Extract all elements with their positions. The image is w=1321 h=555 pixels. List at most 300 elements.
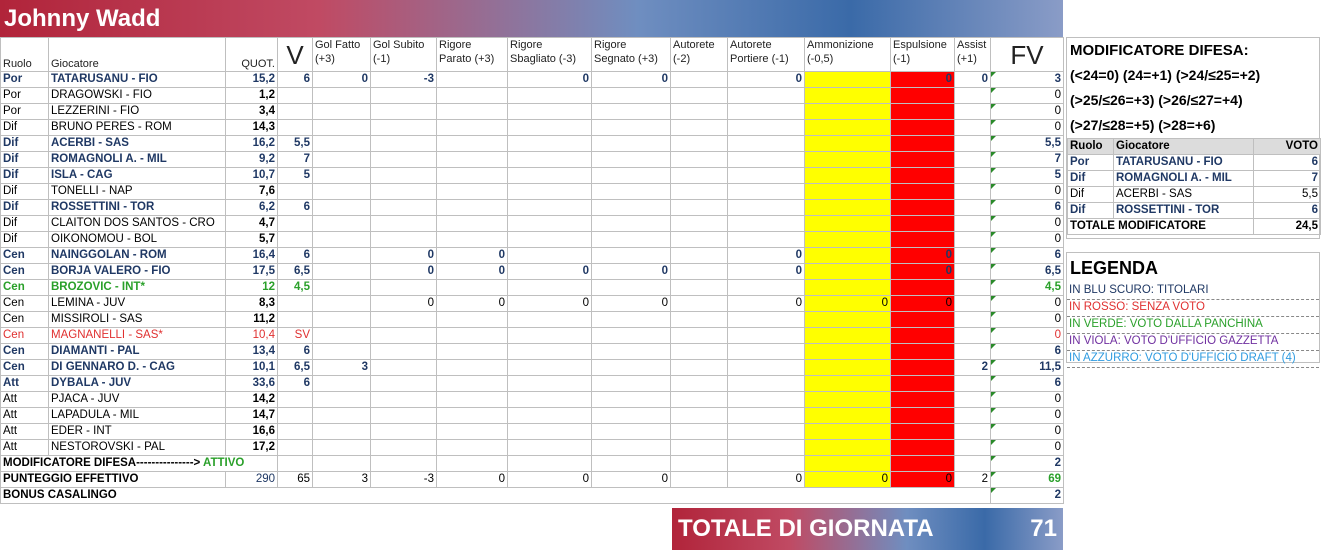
player-name: CLAITON DOS SANTOS - CRO (49, 216, 226, 232)
player-esp (891, 152, 955, 168)
player-autp (728, 312, 805, 328)
player-autp (728, 232, 805, 248)
player-aut (671, 232, 728, 248)
player-rse (592, 184, 671, 200)
player-rse (592, 312, 671, 328)
player-rse (592, 168, 671, 184)
player-gf (313, 184, 371, 200)
punteggio-esp: 0 (891, 472, 955, 488)
player-quot: 4,7 (226, 216, 278, 232)
player-quot: 5,7 (226, 232, 278, 248)
player-voto (278, 120, 313, 136)
legenda-item: IN AZZURRO: VOTO D'UFFICIO DRAFT (4) (1067, 351, 1319, 368)
player-esp (891, 280, 955, 296)
player-voto: 6,5 (278, 360, 313, 376)
player-rsb (508, 216, 592, 232)
header-autorete: Autorete (-2) (671, 38, 728, 72)
player-rp (437, 280, 508, 296)
player-amm (805, 344, 891, 360)
player-voto (278, 296, 313, 312)
player-aut (671, 120, 728, 136)
player-rse: 0 (592, 296, 671, 312)
player-fv: 0 (991, 232, 1064, 248)
player-gf (313, 216, 371, 232)
player-rse (592, 424, 671, 440)
player-voto (278, 392, 313, 408)
player-row (1, 120, 1064, 136)
player-amm (805, 312, 891, 328)
modificatore-header-row (1068, 139, 1321, 155)
player-fv: 6 (991, 200, 1064, 216)
player-aut (671, 136, 728, 152)
player-aut (671, 168, 728, 184)
player-gf (313, 376, 371, 392)
player-rp (437, 168, 508, 184)
player-gf (313, 104, 371, 120)
player-ass (955, 232, 991, 248)
player-autp: 0 (728, 248, 805, 264)
player-quot: 16,6 (226, 424, 278, 440)
player-row (1, 216, 1064, 232)
player-ass: 0 (955, 72, 991, 88)
player-ass (955, 328, 991, 344)
player-aut (671, 312, 728, 328)
player-amm (805, 264, 891, 280)
mod-difesa-label: MODIFICATORE DIFESA---------------> (3, 457, 201, 469)
player-ass (955, 376, 991, 392)
player-autp (728, 280, 805, 296)
player-ass (955, 184, 991, 200)
player-rp (437, 312, 508, 328)
player-rsb (508, 408, 592, 424)
header-row (1, 38, 1064, 72)
player-voto (278, 424, 313, 440)
player-fv: 0 (991, 424, 1064, 440)
player-name: ROMAGNOLI A. - MIL (49, 152, 226, 168)
legenda-item: IN ROSSO: SENZA VOTO (1067, 300, 1319, 317)
player-voto: 6 (278, 376, 313, 392)
player-row (1, 440, 1064, 456)
player-gs (371, 184, 437, 200)
modificatore-box (1066, 37, 1320, 239)
player-ruolo: Dif (1, 200, 49, 216)
player-voto: 6 (278, 344, 313, 360)
player-voto (278, 104, 313, 120)
modificatore-row (1068, 187, 1321, 203)
player-voto: 5,5 (278, 136, 313, 152)
header-gol-fatto: Gol Fatto (+3) (313, 38, 371, 72)
player-fv: 5,5 (991, 136, 1064, 152)
player-esp (891, 392, 955, 408)
player-quot: 16,4 (226, 248, 278, 264)
player-gf (313, 328, 371, 344)
player-autp (728, 440, 805, 456)
modificatore-table (1067, 138, 1321, 235)
player-esp (891, 376, 955, 392)
player-ruolo: Cen (1, 296, 49, 312)
modificatore-row (1068, 203, 1321, 219)
player-esp (891, 328, 955, 344)
player-gs (371, 408, 437, 424)
player-gs (371, 104, 437, 120)
player-esp (891, 360, 955, 376)
player-fv: 11,5 (991, 360, 1064, 376)
player-quot: 14,2 (226, 392, 278, 408)
player-esp (891, 200, 955, 216)
player-autp (728, 120, 805, 136)
player-gf (313, 168, 371, 184)
player-ruolo: Cen (1, 312, 49, 328)
player-ass (955, 312, 991, 328)
player-autp (728, 392, 805, 408)
player-aut (671, 328, 728, 344)
player-gs: 0 (371, 248, 437, 264)
header-giocatore: Giocatore (49, 38, 226, 72)
player-amm (805, 168, 891, 184)
mod-row-voto: 6 (1254, 203, 1321, 219)
player-quot: 12 (226, 280, 278, 296)
player-rse (592, 376, 671, 392)
player-voto (278, 184, 313, 200)
player-rse: 0 (592, 72, 671, 88)
player-name: NESTOROVSKI - PAL (49, 440, 226, 456)
player-amm (805, 360, 891, 376)
player-name: NAINGGOLAN - ROM (49, 248, 226, 264)
player-ass (955, 216, 991, 232)
player-amm (805, 104, 891, 120)
header-quot: QUOT. (226, 38, 278, 72)
player-rp (437, 424, 508, 440)
player-fv: 0 (991, 408, 1064, 424)
player-autp (728, 344, 805, 360)
player-rse (592, 152, 671, 168)
player-esp (891, 216, 955, 232)
player-gs (371, 392, 437, 408)
player-name: TONELLI - NAP (49, 184, 226, 200)
mod-difesa-row (1, 456, 1064, 472)
player-quot: 11,2 (226, 312, 278, 328)
player-ruolo: Dif (1, 136, 49, 152)
player-rsb (508, 360, 592, 376)
player-rp (437, 120, 508, 136)
player-gf (313, 296, 371, 312)
player-ruolo: Att (1, 424, 49, 440)
player-fv: 0 (991, 296, 1064, 312)
player-aut (671, 344, 728, 360)
player-rse (592, 344, 671, 360)
player-esp: 0 (891, 248, 955, 264)
player-quot: 15,2 (226, 72, 278, 88)
modificatore-title: MODIFICATORE DIFESA: (1070, 42, 1249, 59)
player-rp (437, 392, 508, 408)
player-fv: 4,5 (991, 280, 1064, 296)
player-ruolo: Cen (1, 328, 49, 344)
player-gf (313, 136, 371, 152)
player-fv: 0 (991, 184, 1064, 200)
player-autp (728, 184, 805, 200)
player-autp (728, 328, 805, 344)
player-fv: 7 (991, 152, 1064, 168)
player-amm (805, 392, 891, 408)
player-gs (371, 360, 437, 376)
team-title-banner (0, 0, 1063, 37)
player-fv: 0 (991, 216, 1064, 232)
player-rp: 0 (437, 264, 508, 280)
player-voto: SV (278, 328, 313, 344)
totale-value: 71 (1030, 515, 1057, 542)
player-row (1, 136, 1064, 152)
player-quot: 13,4 (226, 344, 278, 360)
totale-giornata-banner (672, 508, 1063, 550)
player-esp: 0 (891, 296, 955, 312)
modificatore-line-1: (<24=0) (24=+1) (>24/≤25=+2) (1070, 67, 1261, 83)
player-rsb: 0 (508, 72, 592, 88)
player-aut (671, 440, 728, 456)
player-amm (805, 232, 891, 248)
player-voto (278, 216, 313, 232)
player-esp (891, 120, 955, 136)
player-rp (437, 376, 508, 392)
player-ruolo: Cen (1, 344, 49, 360)
player-rp: 0 (437, 248, 508, 264)
player-row (1, 376, 1064, 392)
mod-row-voto: 5,5 (1254, 187, 1321, 203)
legenda-title: LEGENDA (1070, 258, 1159, 278)
player-ass (955, 344, 991, 360)
player-aut (671, 216, 728, 232)
player-row (1, 296, 1064, 312)
player-quot: 33,6 (226, 376, 278, 392)
mod-header-ruolo: Ruolo (1068, 139, 1114, 155)
player-gs (371, 280, 437, 296)
player-quot: 7,6 (226, 184, 278, 200)
player-quot: 10,1 (226, 360, 278, 376)
player-gs (371, 424, 437, 440)
player-fv: 6 (991, 344, 1064, 360)
player-rp (437, 88, 508, 104)
player-ruolo: Cen (1, 248, 49, 264)
player-autp (728, 104, 805, 120)
team-name: Johnny Wadd (4, 5, 161, 32)
player-aut (671, 424, 728, 440)
punteggio-row (1, 472, 1064, 488)
player-voto (278, 232, 313, 248)
player-rp: 0 (437, 296, 508, 312)
player-amm (805, 216, 891, 232)
mod-header-voto: VOTO (1254, 139, 1321, 155)
player-ruolo: Por (1, 72, 49, 88)
player-autp: 0 (728, 72, 805, 88)
modificatore-line-2: (>25/≤26=+3) (>26/≤27=+4) (1070, 92, 1243, 108)
player-voto: 6 (278, 200, 313, 216)
player-rse (592, 104, 671, 120)
player-fv: 3 (991, 72, 1064, 88)
player-ass: 2 (955, 360, 991, 376)
player-amm (805, 248, 891, 264)
player-rsb (508, 280, 592, 296)
player-fv: 0 (991, 392, 1064, 408)
player-amm (805, 408, 891, 424)
player-rsb: 0 (508, 296, 592, 312)
player-ruolo: Att (1, 440, 49, 456)
player-row (1, 72, 1064, 88)
mod-total-label: TOTALE MODIFICATORE (1068, 219, 1254, 235)
player-name: ACERBI - SAS (49, 136, 226, 152)
player-ass (955, 408, 991, 424)
player-rp (437, 344, 508, 360)
player-ruolo: Att (1, 408, 49, 424)
player-autp (728, 152, 805, 168)
punteggio-amm: 0 (805, 472, 891, 488)
player-ruolo: Cen (1, 264, 49, 280)
player-ass (955, 424, 991, 440)
player-ass (955, 136, 991, 152)
player-fv: 0 (991, 120, 1064, 136)
player-row (1, 168, 1064, 184)
punteggio-rse: 0 (592, 472, 671, 488)
player-rsb (508, 88, 592, 104)
modificatore-total-row (1068, 219, 1321, 235)
mod-row-ruolo: Dif (1068, 171, 1114, 187)
player-amm (805, 280, 891, 296)
legenda-box (1066, 252, 1320, 363)
player-rse (592, 232, 671, 248)
player-aut (671, 408, 728, 424)
mod-difesa-fv: 2 (991, 456, 1064, 472)
player-autp: 0 (728, 296, 805, 312)
player-aut (671, 280, 728, 296)
player-rp (437, 152, 508, 168)
player-quot: 9,2 (226, 152, 278, 168)
player-rsb (508, 232, 592, 248)
header-espulsione: Espulsione (-1) (891, 38, 955, 72)
player-autp (728, 216, 805, 232)
player-gs (371, 376, 437, 392)
player-rse (592, 328, 671, 344)
player-rsb (508, 248, 592, 264)
header-rigore-sbagliato: Rigore Sbagliato (-3) (508, 38, 592, 72)
bonus-fv: 2 (991, 488, 1064, 504)
player-name: EDER - INT (49, 424, 226, 440)
player-ruolo: Dif (1, 152, 49, 168)
player-rp (437, 408, 508, 424)
player-row (1, 200, 1064, 216)
player-ass (955, 120, 991, 136)
player-aut (671, 184, 728, 200)
player-rsb (508, 120, 592, 136)
player-quot: 10,4 (226, 328, 278, 344)
player-ass (955, 392, 991, 408)
player-fv: 6 (991, 376, 1064, 392)
player-rsb (508, 344, 592, 360)
player-row (1, 248, 1064, 264)
player-name: BROZOVIC - INT* (49, 280, 226, 296)
player-fv: 0 (991, 440, 1064, 456)
player-name: LEMINA - JUV (49, 296, 226, 312)
player-ruolo: Dif (1, 216, 49, 232)
player-gf (313, 312, 371, 328)
player-row (1, 184, 1064, 200)
player-autp: 0 (728, 264, 805, 280)
player-esp (891, 312, 955, 328)
player-rsb (508, 440, 592, 456)
modificatore-row (1068, 171, 1321, 187)
player-ruolo: Dif (1, 120, 49, 136)
player-rp (437, 200, 508, 216)
mod-row-voto: 7 (1254, 171, 1321, 187)
player-name: BORJA VALERO - FIO (49, 264, 226, 280)
legenda-item: IN BLU SCURO: TITOLARI (1067, 283, 1319, 300)
player-quot: 10,7 (226, 168, 278, 184)
player-amm (805, 200, 891, 216)
player-esp (891, 104, 955, 120)
player-aut (671, 88, 728, 104)
player-name: DI GENNARO D. - CAG (49, 360, 226, 376)
player-name: LAPADULA - MIL (49, 408, 226, 424)
player-voto (278, 312, 313, 328)
mod-row-ruolo: Dif (1068, 203, 1114, 219)
player-aut (671, 296, 728, 312)
player-autp (728, 424, 805, 440)
player-gs (371, 312, 437, 328)
player-ass (955, 168, 991, 184)
player-gs (371, 200, 437, 216)
player-gs (371, 136, 437, 152)
player-autp (728, 200, 805, 216)
player-gf (313, 248, 371, 264)
player-quot: 14,7 (226, 408, 278, 424)
player-fv: 0 (991, 104, 1064, 120)
player-aut (671, 392, 728, 408)
player-esp (891, 440, 955, 456)
player-ruolo: Cen (1, 280, 49, 296)
legenda-item: IN VERDE: VOTO DALLA PANCHINA (1067, 317, 1319, 334)
player-esp (891, 232, 955, 248)
player-ruolo: Att (1, 392, 49, 408)
player-rsb (508, 104, 592, 120)
player-gs (371, 216, 437, 232)
player-esp (891, 168, 955, 184)
mod-row-name: ACERBI - SAS (1114, 187, 1254, 203)
player-rse (592, 216, 671, 232)
player-name: PJACA - JUV (49, 392, 226, 408)
player-voto: 5 (278, 168, 313, 184)
player-gf (313, 280, 371, 296)
player-rp (437, 216, 508, 232)
player-rse (592, 248, 671, 264)
player-rsb (508, 376, 592, 392)
player-rse (592, 408, 671, 424)
player-ruolo: Att (1, 376, 49, 392)
player-gf (313, 440, 371, 456)
player-gf (313, 232, 371, 248)
player-quot: 3,4 (226, 104, 278, 120)
player-gf (313, 424, 371, 440)
punteggio-gs: -3 (371, 472, 437, 488)
player-autp (728, 376, 805, 392)
player-row (1, 152, 1064, 168)
player-gf (313, 408, 371, 424)
player-rsb (508, 184, 592, 200)
player-ass (955, 104, 991, 120)
player-autp (728, 136, 805, 152)
player-quot: 1,2 (226, 88, 278, 104)
player-esp (891, 344, 955, 360)
mod-row-name: TATARUSANU - FIO (1114, 155, 1254, 171)
player-row (1, 312, 1064, 328)
player-voto (278, 88, 313, 104)
player-rsb (508, 168, 592, 184)
